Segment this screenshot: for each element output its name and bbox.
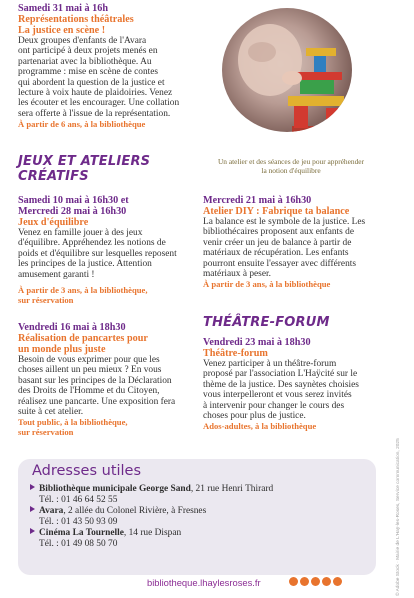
caption-line: Un atelier et des séances de jeu pour appréhender [217, 157, 365, 166]
footer-website-link[interactable]: bibliotheque.lhaylesroses.fr [147, 577, 261, 588]
address-phone: Tél. : 01 43 50 93 09 [39, 516, 118, 527]
body-line: les principes de la justice. Attention [18, 259, 152, 270]
body-line: d'équilibre. Appréhendez les notions de [18, 238, 166, 249]
event-date: Mercredi 21 mai à 16h30 [203, 195, 312, 206]
event-date: Samedi 31 mai à 16h [18, 3, 108, 14]
body-line: Venez en famille jouer à des jeux [18, 228, 143, 238]
body-line: amusement garanti ! [18, 269, 95, 280]
body-line: les écouter et les encourager. Une collation [18, 98, 180, 109]
event-body [203, 217, 393, 279]
linkedin-icon[interactable] [333, 577, 342, 586]
body-line: basant sur les principes de la Déclaration [18, 375, 172, 386]
event-title: Réalisation de pancartes pour [18, 333, 148, 344]
body-line: thème de la justice. Des saynètes choisies [203, 379, 359, 390]
address-name: Avara [39, 506, 64, 517]
bullet-arrow-icon [30, 528, 35, 534]
body-line: des Droits de l'Homme et du Citoyen, [18, 386, 160, 397]
body-line: proposé par l'association L'Haÿcité sur le [203, 369, 358, 380]
event-title: Atelier DIY : Fabrique ta balance [203, 206, 350, 217]
bullet-arrow-icon [30, 506, 35, 512]
section-heading-line: CRÉATIFS [18, 169, 89, 184]
body-line: qui abordent la question de la justice et [18, 77, 165, 88]
body-line: pourront ensuite l'essayer avec différents [203, 258, 357, 269]
event-body [18, 36, 200, 119]
event-body [203, 359, 393, 421]
body-line: Besoin de vous exprimer pour que les [18, 355, 160, 365]
bullet-arrow-icon [30, 484, 35, 490]
event-meta: Ados-adultes, à la bibliothèque [203, 421, 317, 432]
side-credit-text: © Adobe Stock · Mairie de L'Haÿ-les-Roses, Service communication, 2025 [396, 438, 401, 596]
body-line: bibliothécaires proposent aux enfants de [203, 227, 354, 238]
body-line: programme : mise en scène de contes [18, 67, 159, 78]
event-meta: sur réservation [18, 427, 74, 438]
body-line: suite à cet atelier. [18, 407, 84, 418]
event-meta: Tout public, à la bibliothèque, [18, 417, 128, 428]
event-meta: À partir de 3 ans, à la bibliothèque [203, 279, 331, 290]
theatre-event [18, 3, 200, 129]
body-line: Deux groupes d'enfants de l'Avara [18, 36, 147, 46]
photo-illustration [222, 8, 352, 132]
event-title: un monde plus juste [18, 344, 106, 355]
body-line: ont participé à deux projets menés en [18, 46, 158, 57]
photo-child-blocks [222, 8, 352, 132]
body-line: sera offerte à l'issue de la représentation. [18, 108, 171, 119]
section-heading-line: JEUX ET ATELIERS [18, 154, 151, 169]
photo-caption [196, 157, 386, 175]
body-line: poids et d'équilibre sur lesquelles reposent [18, 248, 177, 259]
event-date: Vendredi 16 mai à 18h30 [18, 322, 126, 333]
youtube-icon[interactable] [311, 577, 320, 586]
address-street: , 2 allée du Colonel Rivière, à Fresnes [63, 506, 207, 517]
body-line: La balance est le symbole de la justice. Les [203, 217, 366, 227]
body-line: réalisez une pancarte. Une exposition fera [18, 396, 176, 407]
diy-event [203, 195, 393, 289]
event-date: Vendredi 23 mai à 18h30 [203, 337, 311, 348]
event-meta: sur réservation [18, 295, 74, 306]
addresses-list [30, 484, 370, 550]
body-line: partenariat avec la bibliothèque. Au [18, 56, 152, 67]
event-title: Représentations théâtrales [18, 14, 134, 25]
forum-event [203, 337, 393, 431]
body-line: venir créer un jeu de balance à partir de [203, 237, 352, 248]
address-item [30, 484, 370, 505]
event-body [18, 355, 200, 417]
section-heading-line: THÉÂTRE-FORUM [203, 315, 330, 330]
body-line: lecture à voix haute de plaidoiries. Venez [18, 88, 173, 99]
body-line: matériaux de récupération. Les enfants [203, 248, 349, 259]
body-line: choses aillent un peu mieux ? En vous [18, 365, 162, 376]
event-body [18, 228, 200, 280]
body-line: à intervenir pour changer le cours des [203, 400, 345, 411]
pancartes-event [18, 322, 200, 437]
address-street: , 21 rue Henri Thirard [190, 484, 274, 494]
side-credit [396, 438, 406, 598]
address-name: Bibliothèque municipale George Sand [39, 484, 191, 494]
address-name: Cinéma La Tournelle [39, 528, 124, 539]
event-date: Samedi 10 mai à 16h30 et [18, 195, 129, 206]
event-meta: À partir de 3 ans, à la bibliothèque, [18, 285, 148, 296]
caption-line: la notion d'équilibre [261, 166, 321, 175]
section-heading-jeux [18, 154, 150, 184]
address-street: , 14 rue Dispan [123, 528, 182, 539]
address-item [30, 528, 370, 549]
body-line: choses pour plus de justice. [203, 411, 306, 422]
event-title: La justice en scène ! [18, 25, 106, 36]
event-title: Théâtre-forum [203, 348, 268, 359]
address-phone: Tél. : 01 49 08 50 70 [39, 538, 118, 549]
facebook-icon[interactable] [289, 577, 298, 586]
jeux-event [18, 195, 200, 305]
address-phone: Tél. : 01 46 64 52 55 [39, 494, 118, 505]
address-item [30, 506, 370, 527]
event-date: Mercredi 28 mai à 16h30 [18, 206, 127, 217]
section-heading-theatre [203, 315, 330, 330]
body-line: matériaux à peser. [203, 269, 271, 280]
addresses-title: Adresses utiles [32, 463, 142, 479]
body-line: Venez participer à un théâtre-forum [203, 359, 337, 369]
event-meta: À partir de 6 ans, à la bibliothèque [18, 119, 146, 130]
body-line: vous interpelleront et vous serez invités [203, 390, 352, 401]
x-icon[interactable] [300, 577, 309, 586]
instagram-icon[interactable] [322, 577, 331, 586]
event-title: Jeux d'équilibre [18, 217, 89, 228]
